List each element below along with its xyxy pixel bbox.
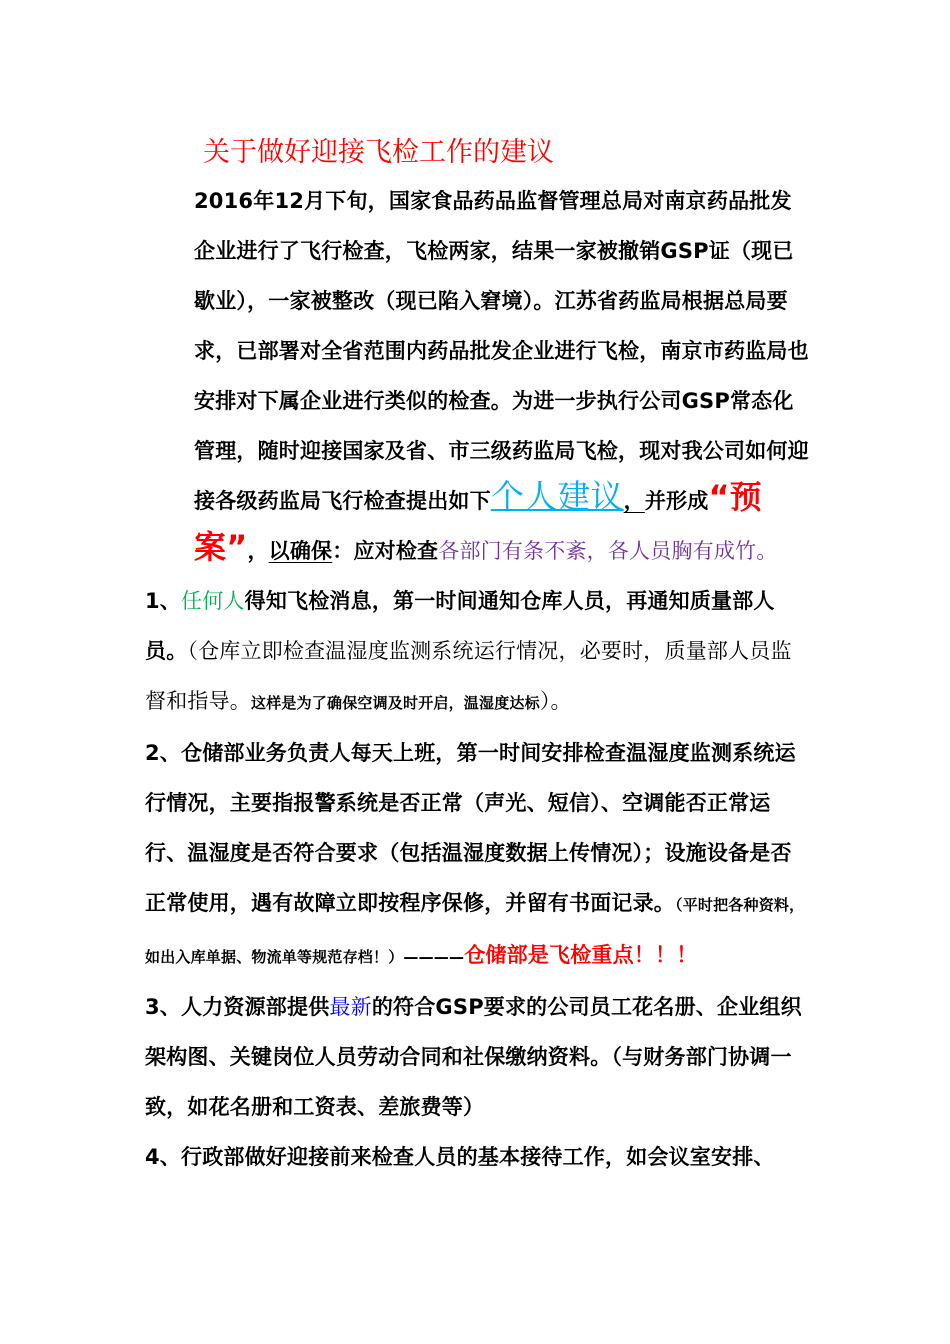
item-1-paragraph xyxy=(145,576,810,728)
item-2-small-text: （平时把各种资料，如出入库单据、物流单等规范存档！）———— xyxy=(145,896,805,966)
intro-text-3: 并形成 xyxy=(644,489,709,513)
item-3-paragraph xyxy=(145,982,810,1132)
item-3-prefix: 3、人力资源部提供 xyxy=(145,995,330,1019)
intro-text-4: ， xyxy=(247,539,269,563)
item-2-red-text: 仓储部是飞检重点！！！ xyxy=(464,943,698,967)
personal-suggestion-highlight: 个人建议 xyxy=(490,477,624,516)
item-3-text: 的符合GSP要求的公司员工花名册、企业组织架构图、关键岗位人员劳动合同和社保缴纳资料。（与财务部门协调一致，如花名册和工资表、差旅费等） xyxy=(145,995,802,1119)
item-1-green-text: 任何人 xyxy=(181,589,245,613)
item-4-paragraph xyxy=(145,1132,810,1182)
intro-purple-text: 各部门有条不紊，各人员胸有成竹。 xyxy=(438,539,778,563)
item-1-small-text: 这样是为了确保空调及时开启，温湿度达标 xyxy=(251,694,540,712)
item-1-text: 得知飞检消息，第一时间通知仓库人员，再通知质量部人员。 xyxy=(145,589,775,663)
intro-text-1: 2016年12月下旬，国家食品药品监督管理总局对南京药品批发企业进行了飞行检查，飞检两家，结果一家被撤销GSP证（现已歇业），一家被整改（现已陷入窘境）。江苏省药监局根据总局要求，已部署对全省范围内药品批发企业进行飞检，南京市药监局也安排对下属企业进行类似的检查。为进一步执行公司GSP常态化管理，随时迎接国家及省、市三级药监局飞检，现对我公司如何迎接各级药监局飞行检查提出如下 xyxy=(194,189,809,513)
intro-text-2: ， xyxy=(623,489,645,513)
document-body xyxy=(145,176,810,1182)
document-title: 关于做好迎接飞检工作的建议 xyxy=(203,137,554,168)
intro-text-6: ：应对检查 xyxy=(332,539,439,563)
item-4-text: 4、行政部做好迎接前来检查人员的基本接待工作，如会议室安排、 xyxy=(145,1145,775,1169)
intro-text-5: 以确保 xyxy=(268,539,333,563)
intro-paragraph xyxy=(145,176,810,576)
item-3-blue-text: 最新 xyxy=(329,995,372,1019)
item-2-text: 2、仓储部业务负责人每天上班，第一时间安排检查温湿度监测系统运行情况，主要指报警系统是否正常（声光、短信）、空调能否正常运行、温湿度是否符合要求（包括温湿度数据上传情况）；设施设备是否正常使用，遇有故障立即按程序保修，并留有书面记录。 xyxy=(145,741,796,915)
item-2-paragraph xyxy=(145,728,810,982)
item-1-prefix: 1、 xyxy=(145,589,182,613)
item-1-end: ）。 xyxy=(539,689,572,713)
item-1-normal-text: （仓库立即检查温湿度监测系统运行情况，必要时，质量部人员监督和指导。 xyxy=(145,639,792,713)
plan-highlight: “预案” xyxy=(194,478,762,566)
